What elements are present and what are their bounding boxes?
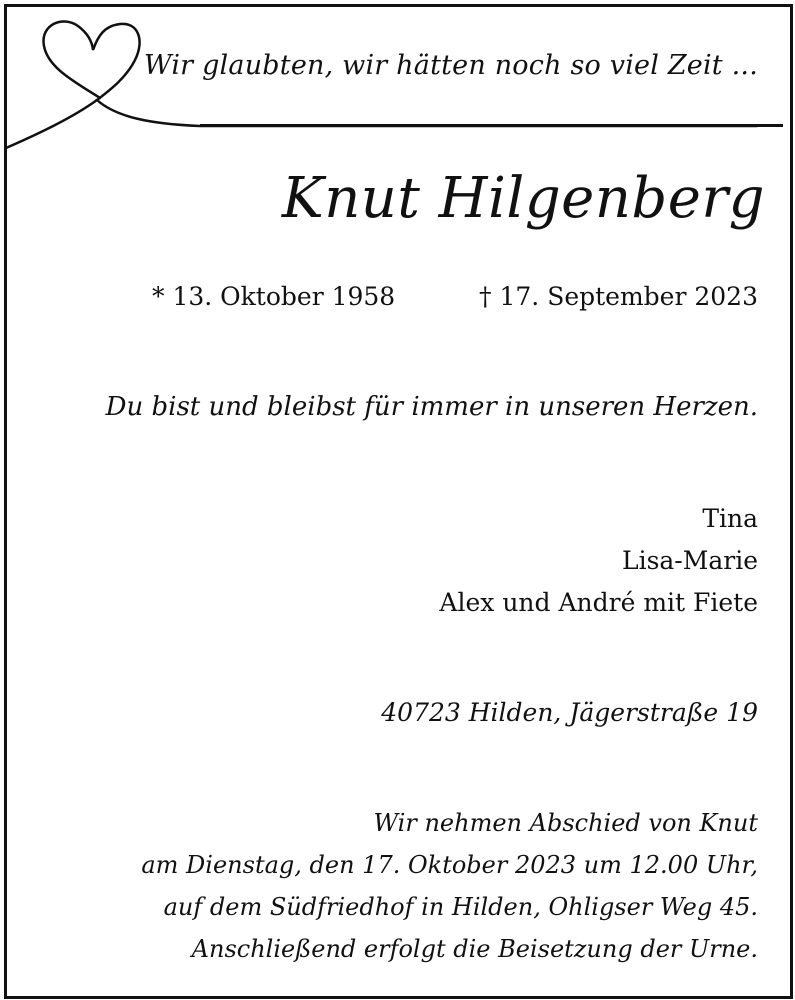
birth-date: * 13. Oktober 1958	[152, 282, 396, 311]
funeral-line: Wir nehmen Abschied von Knut	[373, 809, 758, 837]
mourners-list	[439, 498, 758, 624]
mourner-name: Tina	[702, 504, 758, 533]
family-address: 40723 Hilden, Jägerstraße 19	[381, 698, 758, 727]
motto-text: Wir glaubten, wir hätten noch so viel Zeit ...	[143, 50, 758, 81]
deceased-name: Knut Hilgenberg	[281, 166, 765, 231]
mourner-name: Lisa-Marie	[621, 546, 758, 575]
funeral-line: auf dem Südfriedhof in Hilden, Ohligser Weg 45.	[163, 893, 758, 921]
mourner-name: Alex und André mit Fiete	[439, 588, 758, 617]
funeral-line: Anschließend erfolgt die Beisetzung der Urne.	[191, 935, 758, 963]
memorial-quote: Du bist und bleibst für immer in unseren Herzen.	[105, 392, 758, 422]
death-date: † 17. September 2023	[479, 282, 758, 311]
funeral-line: am Dienstag, den 17. Oktober 2023 um 12.00 Uhr,	[141, 851, 758, 879]
funeral-notice	[141, 802, 758, 970]
